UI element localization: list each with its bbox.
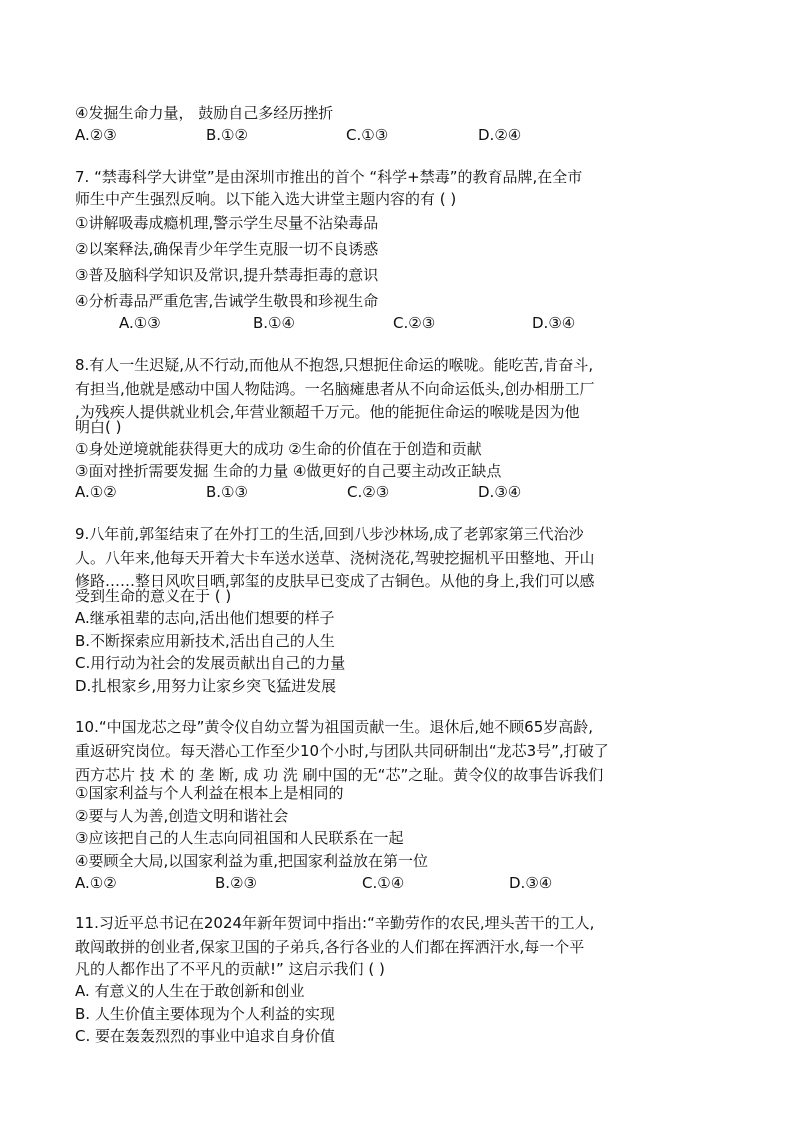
- q10-option-d: D.③④: [509, 874, 553, 892]
- q7-option-a: A.①③: [119, 314, 161, 332]
- q6-option-b: B.①②: [206, 126, 248, 144]
- q7-stem-line-1: 7. “禁毒科学大讲堂”是由深圳市推出的首个 “科学+禁毒”的教育品牌,在全市: [75, 168, 583, 186]
- q8-stem-line-2: 有担当,他就是感动中国人物陆鸿。一名脑瘫患者从不向命运低头,创办相册工厂: [75, 380, 595, 398]
- q10-stem-line-1: 10.“中国龙芯之母”黄令仪自幼立誓为祖国贡献一生。退休后,她不顾65岁高龄,: [75, 718, 594, 736]
- q11-stem-line-1: 11.习近平总书记在2024年新年贺词中指出:“辛勤劳作的农民,埋头苦干的工人,: [75, 914, 595, 932]
- q9-option-c: C.用行动为社会的发展贡献出自己的力量: [75, 654, 346, 672]
- q9-option-b: B.不断探索应用新技术,活出自己的人生: [75, 632, 335, 650]
- q10-option-b: B.②③: [215, 874, 257, 892]
- q7-option-b: B.①④: [253, 314, 295, 332]
- q11-stem-line-3: 凡的人都作出了不平凡的贡献!” 这启示我们 ( ): [75, 960, 385, 978]
- q8-items-line-2: ③面对挫折需要发掘 生命的力量 ④做更好的自己要主动改正缺点: [75, 462, 502, 480]
- q10-item-4: ④要顾全大局,以国家利益为重,把国家利益放在第一位: [75, 852, 428, 870]
- q7-item-2: ②以案释法,确保青少年学生克服一切不良诱惑: [75, 240, 379, 258]
- q8-stem-line-3: ,为残疾人提供就业机会,年营业额超千万元。他的能扼住命运的喉咙是因为他: [75, 403, 580, 421]
- q6-option-c: C.①③: [346, 126, 389, 144]
- q10-stem-line-2: 重返研究岗位。每天潜心工作至少10个小时,与团队共同研制出“龙芯3号”,打破了: [75, 742, 609, 760]
- q9-option-a: A.继承祖辈的志向,活出他们想要的样子: [75, 609, 335, 627]
- q7-item-3: ③普及脑科学知识及常识,提升禁毒拒毒的意识: [75, 266, 379, 284]
- q8-stem-line-4: 明白( ): [75, 418, 122, 436]
- q6-option-a: A.②③: [75, 126, 117, 144]
- q6-item-4: ④发掘生命力量， 鼓励自己多经历挫折: [75, 104, 334, 122]
- q8-option-c: C.②③: [347, 483, 390, 501]
- q10-item-1: ①国家利益与个人利益在根本上是相同的: [75, 784, 344, 802]
- q7-item-1: ①讲解吸毒成瘾机理,警示学生尽量不沾染毒品: [75, 214, 379, 232]
- q9-stem-line-1: 9.八年前,郭玺结束了在外打工的生活,回到八步沙林场,成了老郭家第三代治沙: [75, 525, 584, 543]
- q10-item-3: ③应该把自己的人生志向同祖国和人民联系在一起: [75, 829, 404, 847]
- q9-stem-line-3: 修路……整日风吹日晒,郭玺的皮肤早已变成了古铜色。从他的身上,我们可以感: [75, 572, 595, 590]
- q10-option-a: A.①②: [75, 874, 117, 892]
- q8-option-d: D.③④: [478, 483, 522, 501]
- q9-stem-line-4: 受到生命的意义在于 ( ): [75, 587, 232, 605]
- q6-option-d: D.②④: [478, 126, 522, 144]
- q8-option-a: A.①②: [75, 483, 117, 501]
- q7-option-c: C.②③: [393, 314, 436, 332]
- q7-stem-line-2: 师生中产生强烈反响。以下能入选大讲堂主题内容的有 ( ): [75, 190, 457, 208]
- q10-option-c: C.①④: [362, 874, 405, 892]
- q8-stem-line-1: 8.有人一生迟疑,从不行动,而他从不抱怨,只想扼住命运的喉咙。能吃苦,肯奋斗,: [75, 356, 594, 374]
- q11-stem-line-2: 敢闯敢拼的创业者,保家卫国的子弟兵,各行各业的人们都在挥洒汗水,每一个平: [75, 938, 585, 956]
- q9-option-d: D.扎根家乡,用努力让家乡突飞猛进发展: [75, 677, 337, 695]
- q7-item-4: ④分析毒品严重危害,告诫学生敬畏和珍视生命: [75, 292, 379, 310]
- q7-option-d: D.③④: [532, 314, 576, 332]
- q9-stem-line-2: 人。八年来,他每天开着大卡车送水送草、浇树浇花,驾驶挖掘机平田整地、开山: [75, 549, 595, 567]
- q11-option-c: C. 要在轰轰烈烈的事业中追求自身价值: [75, 1027, 336, 1045]
- q11-option-b: B. 人生价值主要体现为个人利益的实现: [75, 1005, 335, 1023]
- q10-item-2: ②要与人为善,创造文明和谐社会: [75, 807, 289, 825]
- q10-stem-line-3: 西方芯片 技 术 的 垄 断, 成 功 洗 刷中国的无“芯”之耻。黄令仪的故事告诉我们: [75, 766, 604, 784]
- q11-option-a: A. 有意义的人生在于敢创新和创业: [75, 982, 305, 1000]
- q8-option-b: B.①③: [206, 483, 248, 501]
- q8-items-line-1: ①身处逆境就能获得更大的成功 ②生命的价值在于创造和贡献: [75, 440, 482, 458]
